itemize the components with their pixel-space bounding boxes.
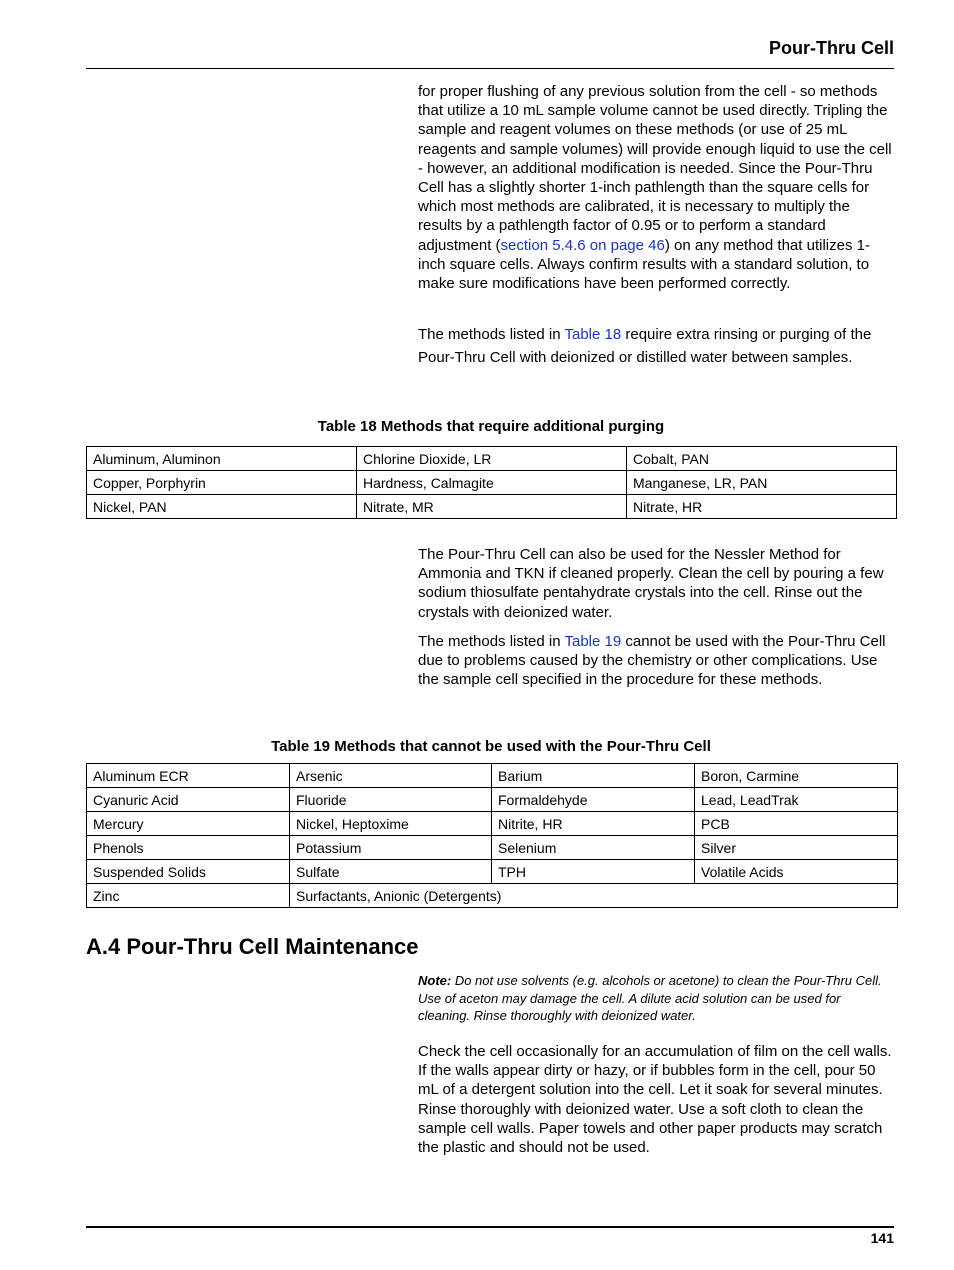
para4-text-b: cannot be used with the Pour-Thru Cell due to problems caused by the chemistry or other complications. Use the sample cell specified in the procedure for these methods.: [418, 633, 886, 689]
link-section-5-4-6[interactable]: section 5.4.6 on page 46: [500, 236, 665, 254]
table-cell: Phenols: [87, 836, 290, 860]
table-row: [87, 884, 898, 908]
para4-text-a: The methods listed in: [418, 633, 565, 650]
table-cell: Lead, LeadTrak: [695, 788, 898, 812]
table-cell: Selenium: [492, 836, 695, 860]
table-19-caption: Table 19 Methods that cannot be used with the Pour-Thru Cell: [271, 738, 711, 755]
table-row: [87, 860, 898, 884]
table-cell: Aluminum ECR: [87, 764, 290, 788]
table-cell: Volatile Acids: [695, 860, 898, 884]
table-cell: Surfactants, Anionic (Detergents): [290, 884, 898, 908]
table-cell: Formaldehyde: [492, 788, 695, 812]
table-cell: Arsenic: [290, 764, 492, 788]
table-cell: Nickel, Heptoxime: [290, 812, 492, 836]
paragraph-maintenance: [418, 1042, 896, 1157]
table-cell: Nitrate, MR: [357, 495, 627, 519]
table-cell: Nitrite, HR: [492, 812, 695, 836]
table-cell: Hardness, Calmagite: [357, 471, 627, 495]
page-number: 141: [870, 1230, 894, 1246]
paragraph-table18-intro: [418, 324, 896, 369]
table-cell: Silver: [695, 836, 898, 860]
note-text: Do not use solvents (e.g. alcohols or acetone) to clean the Pour-Thru Cell. Use of aceton may damage the cell. A dilute acid solution can be used for cleaning. Rinse thoroughly with deionized water.: [418, 973, 882, 1023]
paragraph-nessler: [418, 545, 896, 622]
table-row: [87, 447, 897, 471]
table-cell: Chlorine Dioxide, LR: [357, 447, 627, 471]
para2-text-a: The methods listed in: [418, 326, 565, 343]
para5-text: Check the cell occasionally for an accumulation of film on the cell walls. If the walls appear dirty or hazy, or if bubbles form in the cell, pour 50 mL of a detergent solution into the cell. Let it soak for several minutes. Rinse thoroughly with deionized water. Use a soft cloth to clean the sample cell walls. Paper towels and other paper products may scratch the plastic and should not be used.: [418, 1043, 892, 1157]
note-label: Note:: [418, 973, 452, 988]
table-cell: Suspended Solids: [87, 860, 290, 884]
header-rule: [86, 68, 894, 69]
table-cell: Nitrate, HR: [627, 495, 897, 519]
table-row: [87, 812, 898, 836]
page-header-title: Pour-Thru Cell: [769, 38, 894, 58]
table-cell: Potassium: [290, 836, 492, 860]
table-row: [87, 495, 897, 519]
para2-text-b: require extra rinsing or purging of the Pour-Thru Cell with deionized or distilled water between samples.: [418, 326, 872, 366]
paragraph-table19-intro: [418, 632, 896, 690]
para1-text-b: ) on any method that utilizes 1-inch square cells. Always confirm results with a standard solution, to make sure modifications have been performed correctly.: [418, 236, 870, 293]
table-cell: Fluoride: [290, 788, 492, 812]
table-cell: Cobalt, PAN: [627, 447, 897, 471]
table-18: [86, 446, 897, 519]
table-cell: Boron, Carmine: [695, 764, 898, 788]
table-cell: Barium: [492, 764, 695, 788]
table-18-caption: Table 18 Methods that require additional purging: [317, 418, 665, 435]
table-cell: Aluminum, Aluminon: [87, 447, 357, 471]
table-row: [87, 788, 898, 812]
paragraph-pathlength: [418, 82, 896, 293]
para3-text: The Pour-Thru Cell can also be used for the Nessler Method for Ammonia and TKN if cleaned properly. Clean the cell by pouring a few sodium thiosulfate pentahydrate crystals into the cell. Rinse out the crystals with deionized water.: [418, 546, 884, 621]
table-cell: Nickel, PAN: [87, 495, 357, 519]
table-row: [87, 764, 898, 788]
link-table-18[interactable]: Table 18: [564, 326, 622, 343]
para1-text-a: for proper flushing of any previous solution from the cell - so methods that utilize a 10 mL sample volume cannot be used directly. Tripling the sample and reagent volumes on these methods (or use of 25 mL reagents and sample volumes) will provide enough liquid to use the cell - however, an additional modification is needed. Since the Pour-Thru Cell has a slightly shorter 1-inch pathlength than the square cells for which most methods are calibrated, it is necessary to multiply the results by a pathlength factor of 0.95 or to perform a standard adjustment (: [418, 83, 892, 254]
table-cell: Copper, Porphyrin: [87, 471, 357, 495]
section-heading: A.4 Pour-Thru Cell Maintenance: [86, 934, 419, 959]
table-cell: Zinc: [87, 884, 290, 908]
table-cell: Sulfate: [290, 860, 492, 884]
table-row: [87, 836, 898, 860]
table-cell: TPH: [492, 860, 695, 884]
table-cell: Cyanuric Acid: [87, 788, 290, 812]
table-cell: Manganese, LR, PAN: [627, 471, 897, 495]
table-19: [86, 763, 898, 908]
footer-rule: [86, 1226, 894, 1228]
table-row: [87, 471, 897, 495]
note-block: [418, 972, 896, 1025]
table-cell: PCB: [695, 812, 898, 836]
link-table-19[interactable]: Table 19: [564, 633, 622, 650]
table-cell: Mercury: [87, 812, 290, 836]
